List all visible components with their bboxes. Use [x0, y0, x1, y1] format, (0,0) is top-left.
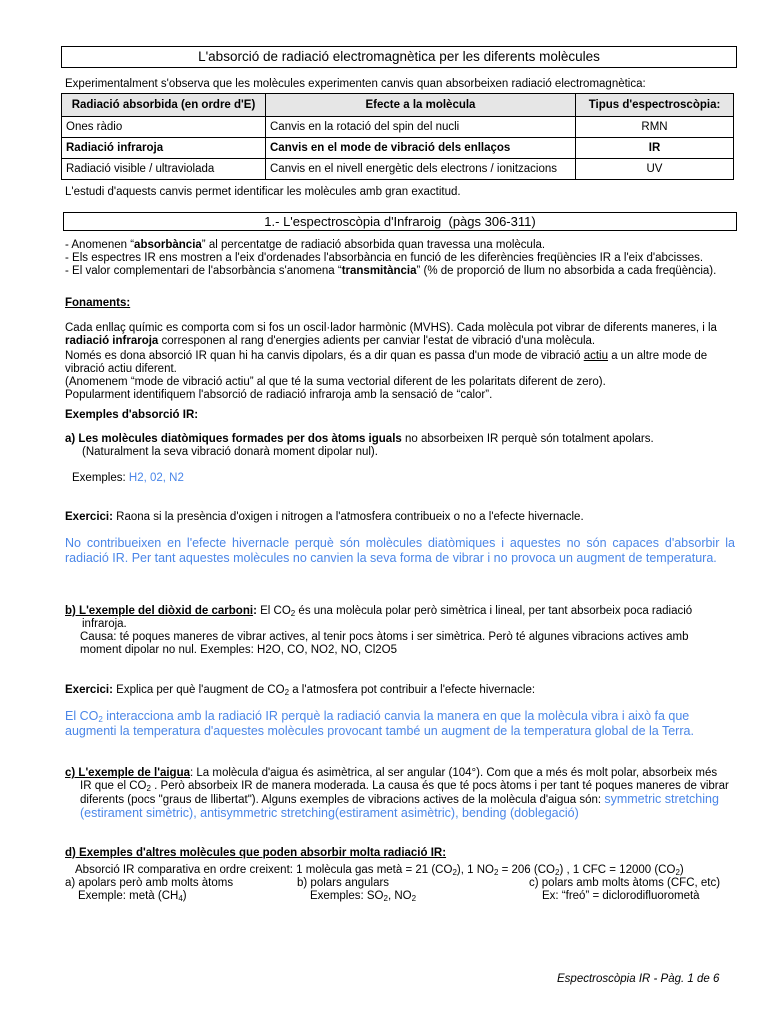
- spectroscopy-table: [61, 93, 734, 180]
- intro-text: Experimentalment s'observa que les molècules experimenten canvis quan absorbeixen radiació electromagnètica:: [65, 78, 646, 90]
- exercise-label: Exercici:: [65, 511, 113, 523]
- page-title: L'absorció de radiació electromagnètica per les diferents molècules: [198, 49, 600, 64]
- table-header-cell: Efecte a la molècula: [266, 94, 576, 117]
- subscript: 2: [146, 784, 151, 793]
- column-c-title: c) polars amb molts àtoms (CFC, etc): [529, 877, 721, 889]
- table-row: [62, 117, 734, 138]
- table-row: [62, 159, 734, 180]
- fonaments-p2-line1: [65, 350, 707, 363]
- section-b-line4: moment dipolar no nul. Exemples: H2O, CO, NO2, NO, Cl2O5: [80, 644, 398, 656]
- underlined-term: actiu: [583, 350, 609, 362]
- table-cell: Ones ràdio: [62, 117, 266, 138]
- table-cell: Radiació infraroja: [62, 138, 266, 159]
- section-a-line1: [65, 433, 654, 446]
- bullet-spectra: - Els espectres IR ens mostren a l'eix d'ordenades l'absorbància en funció de les diferències freqüències IR a l'eix d'abcisses.: [65, 252, 704, 264]
- section-b-line2: infraroja.: [82, 618, 127, 630]
- text: Exemple: metà (CH: [78, 890, 179, 902]
- text: : La molècula d'aigua és asimètrica, al ser angular (104°). Com que a més és molt polar, absorbeix més: [189, 767, 718, 779]
- subscript: 2: [675, 868, 680, 877]
- text: a un altre mode de: [608, 350, 708, 362]
- subscript: 2: [290, 609, 296, 618]
- table-cell: RMN: [576, 117, 734, 138]
- after-table-text: L'estudi d'aquests canvis permet identificar les molècules amb gran exactitud.: [65, 186, 461, 198]
- column-c-example: Ex: “freó” = diclorodifluorometà: [542, 890, 700, 902]
- bullet-text: - Anomenen “: [65, 239, 135, 251]
- exercise-text: Explica per què l'augment de CO: [112, 684, 285, 696]
- text: no absorbeixen IR perquè són totalment apolars.: [401, 433, 654, 445]
- text: Exemples: SO: [310, 890, 384, 902]
- text: ): [679, 864, 684, 876]
- subscript: 2: [411, 894, 417, 903]
- table-header-row: [62, 94, 734, 117]
- text: . Però absorbeix IR de manera moderada. La causa és que té pocs àtoms i per tant té poques maneres de vibrar: [150, 780, 729, 792]
- text: ): [182, 890, 187, 902]
- column-b-example: [310, 890, 416, 903]
- vibration-examples: symmetric stretching: [604, 792, 719, 806]
- table-cell: Radiació visible / ultraviolada: [62, 159, 266, 180]
- table-cell: UV: [576, 159, 734, 180]
- subscript: 2: [383, 894, 388, 903]
- section-c-line4: (estirament simètric), antisymmetric stretching(estirament asimètric), bending (doblegació): [80, 806, 579, 820]
- fonaments-p2-line3: (Anomenem “mode de vibració actiu” al que té la suma vectorial diferent de les polaritats diferent de zero).: [65, 376, 606, 388]
- table-row: [62, 138, 734, 159]
- exercise-a: [65, 511, 584, 524]
- column-b-title: b) polars angulars: [297, 877, 390, 889]
- table-cell: IR: [576, 138, 734, 159]
- fonaments-p2-line2: vibració actiu diferent.: [65, 363, 177, 375]
- subscript: 2: [98, 715, 103, 724]
- page-title-box: [61, 46, 737, 68]
- text: , NO: [387, 890, 412, 902]
- answer-text: El CO: [65, 709, 99, 723]
- subscript: 2: [554, 868, 560, 877]
- bullet-transmitancia: [65, 265, 716, 278]
- page-footer: Espectroscòpia IR - Pàg. 1 de 6: [557, 973, 720, 985]
- fonaments-p2-line4: Popularment identifiquem l'absorció de radiació infraroja amb la sensació de “calor”.: [65, 389, 493, 401]
- exercise-label: Exercici:: [65, 684, 113, 696]
- text: ), 1 NO: [456, 864, 494, 876]
- section-title-box: [63, 212, 737, 231]
- section-c-title: c) L'exemple de l'aigua: [65, 767, 190, 779]
- fonaments-p1-line2: [65, 335, 595, 348]
- exercise-b: [65, 684, 535, 697]
- section-a-line2: (Naturalment la seva vibració donarà moment dipolar nul).: [82, 446, 378, 458]
- bullet-term: transmitància: [341, 265, 417, 277]
- text: és una molècula polar però simètrica i lineal, per tant absorbeix poca radiació: [295, 605, 693, 617]
- section-a-examples: [72, 472, 184, 485]
- answer-text: interacciona amb la radiació IR perquè la radiació canvia la manera en que la molècula vibra i això fa que: [102, 709, 690, 723]
- example-values: H2, 02, N2: [128, 472, 184, 484]
- section-pages: (pàgs 306-311): [448, 214, 536, 229]
- fonaments-p1-line1: Cada enllaç químic es comporta com si fos un oscil·lador harmònic (MVHS). Cada molècula pot vibrar de diferents maneres, i la: [65, 322, 717, 334]
- text: ) , 1 CFC = 12000 (CO: [559, 864, 676, 876]
- bullet-absorbancia: [65, 239, 545, 252]
- text: diferents (pocs "graus de llibertat"). Alguns exemples de vibracions actives de la molècula d'aigua són:: [80, 794, 605, 806]
- text: El CO: [256, 605, 291, 617]
- table-header-cell: Tipus d'espectroscòpia:: [576, 94, 734, 117]
- text: Exemples:: [72, 472, 129, 484]
- section-b-line1: [65, 605, 692, 618]
- fonaments-heading: Fonaments:: [65, 297, 131, 309]
- section-d-heading: d) Exemples d'altres molècules que poden absorbir molta radiació IR:: [65, 847, 447, 859]
- section-b-line3: Causa: té poques maneres de vibrar actives, al tenir pocs àtoms i ser simètrica. Però té algunes vibracions actives amb: [80, 631, 689, 643]
- answer-b-line1: [65, 710, 689, 723]
- section-a-title: a) Les molècules diatòmiques formades per dos àtoms iguals: [65, 433, 402, 445]
- answer-a: No contribueixen en l'efecte hivernacle perquè són molècules diatòmiques i aquestes no són capaces d'absorbir la radiació IR. Per tant aquestes molècules no canvien la seva forma de vibrar i no provoca un augment de temperatura.: [65, 536, 735, 565]
- section-c-line1: [65, 767, 717, 780]
- text: IR que el CO: [80, 780, 147, 792]
- bullet-term: absorbància: [134, 239, 202, 251]
- bullet-text: ” (% de proporció de llum no absorbida a cada freqüència).: [416, 265, 717, 277]
- column-a-title: a) apolars però amb molts àtoms: [65, 877, 234, 889]
- exercise-text: Raona si la presència d'oxigen i nitrogen a l'atmosfera contribueix o no a l'efecte hivernacle.: [112, 511, 584, 523]
- table-cell: Canvis en el nivell energètic dels electrons / ionitzacions: [266, 159, 576, 180]
- text: Absorció IR comparativa en ordre creixent: 1 molècula gas metà = 21 (CO: [75, 864, 453, 876]
- table-header-cell: Radiació absorbida (en ordre d'E): [62, 94, 266, 117]
- bullet-text: ” al percentatge de radiació absorbida quan travessa una molècula.: [201, 239, 546, 251]
- subscript: 2: [284, 688, 290, 697]
- column-a-example: [78, 890, 187, 903]
- text: Només es dona absorció IR quan hi ha canvis dipolars, és a dir quan es passa d'un mode de vibració: [65, 350, 584, 362]
- text: :: [253, 605, 257, 617]
- text: = 206 (CO: [498, 864, 555, 876]
- section-d-line1: [75, 864, 684, 877]
- bullet-text: - El valor complementari de l'absorbància s'anomena “: [65, 265, 342, 277]
- table-cell: Canvis en la rotació del spin del nucli: [266, 117, 576, 138]
- exemples-heading: Exemples d'absorció IR:: [65, 409, 199, 421]
- subscript: 4: [178, 894, 183, 903]
- section-title: 1.- L'espectroscòpia d'Infraroig: [264, 214, 442, 229]
- answer-b-line2: augmenti la temperatura d'aquestes molècules provocant també un augment de la temperatura global de la Terra.: [65, 724, 694, 738]
- subscript: 2: [493, 868, 499, 877]
- section-c-line3: [80, 793, 719, 807]
- subscript: 2: [452, 868, 457, 877]
- table-cell: Canvis en el mode de vibració dels enllaços: [266, 138, 576, 159]
- section-b-title: b) L'exemple del diòxid de carboni: [65, 605, 254, 617]
- exercise-text: a l'atmosfera pot contribuir a l'efecte hivernacle:: [289, 684, 536, 696]
- bold-term: radiació infraroja: [65, 335, 159, 347]
- text: corresponen al rang d'energies adients per canviar l'estat de vibració d'una molècula.: [158, 335, 596, 347]
